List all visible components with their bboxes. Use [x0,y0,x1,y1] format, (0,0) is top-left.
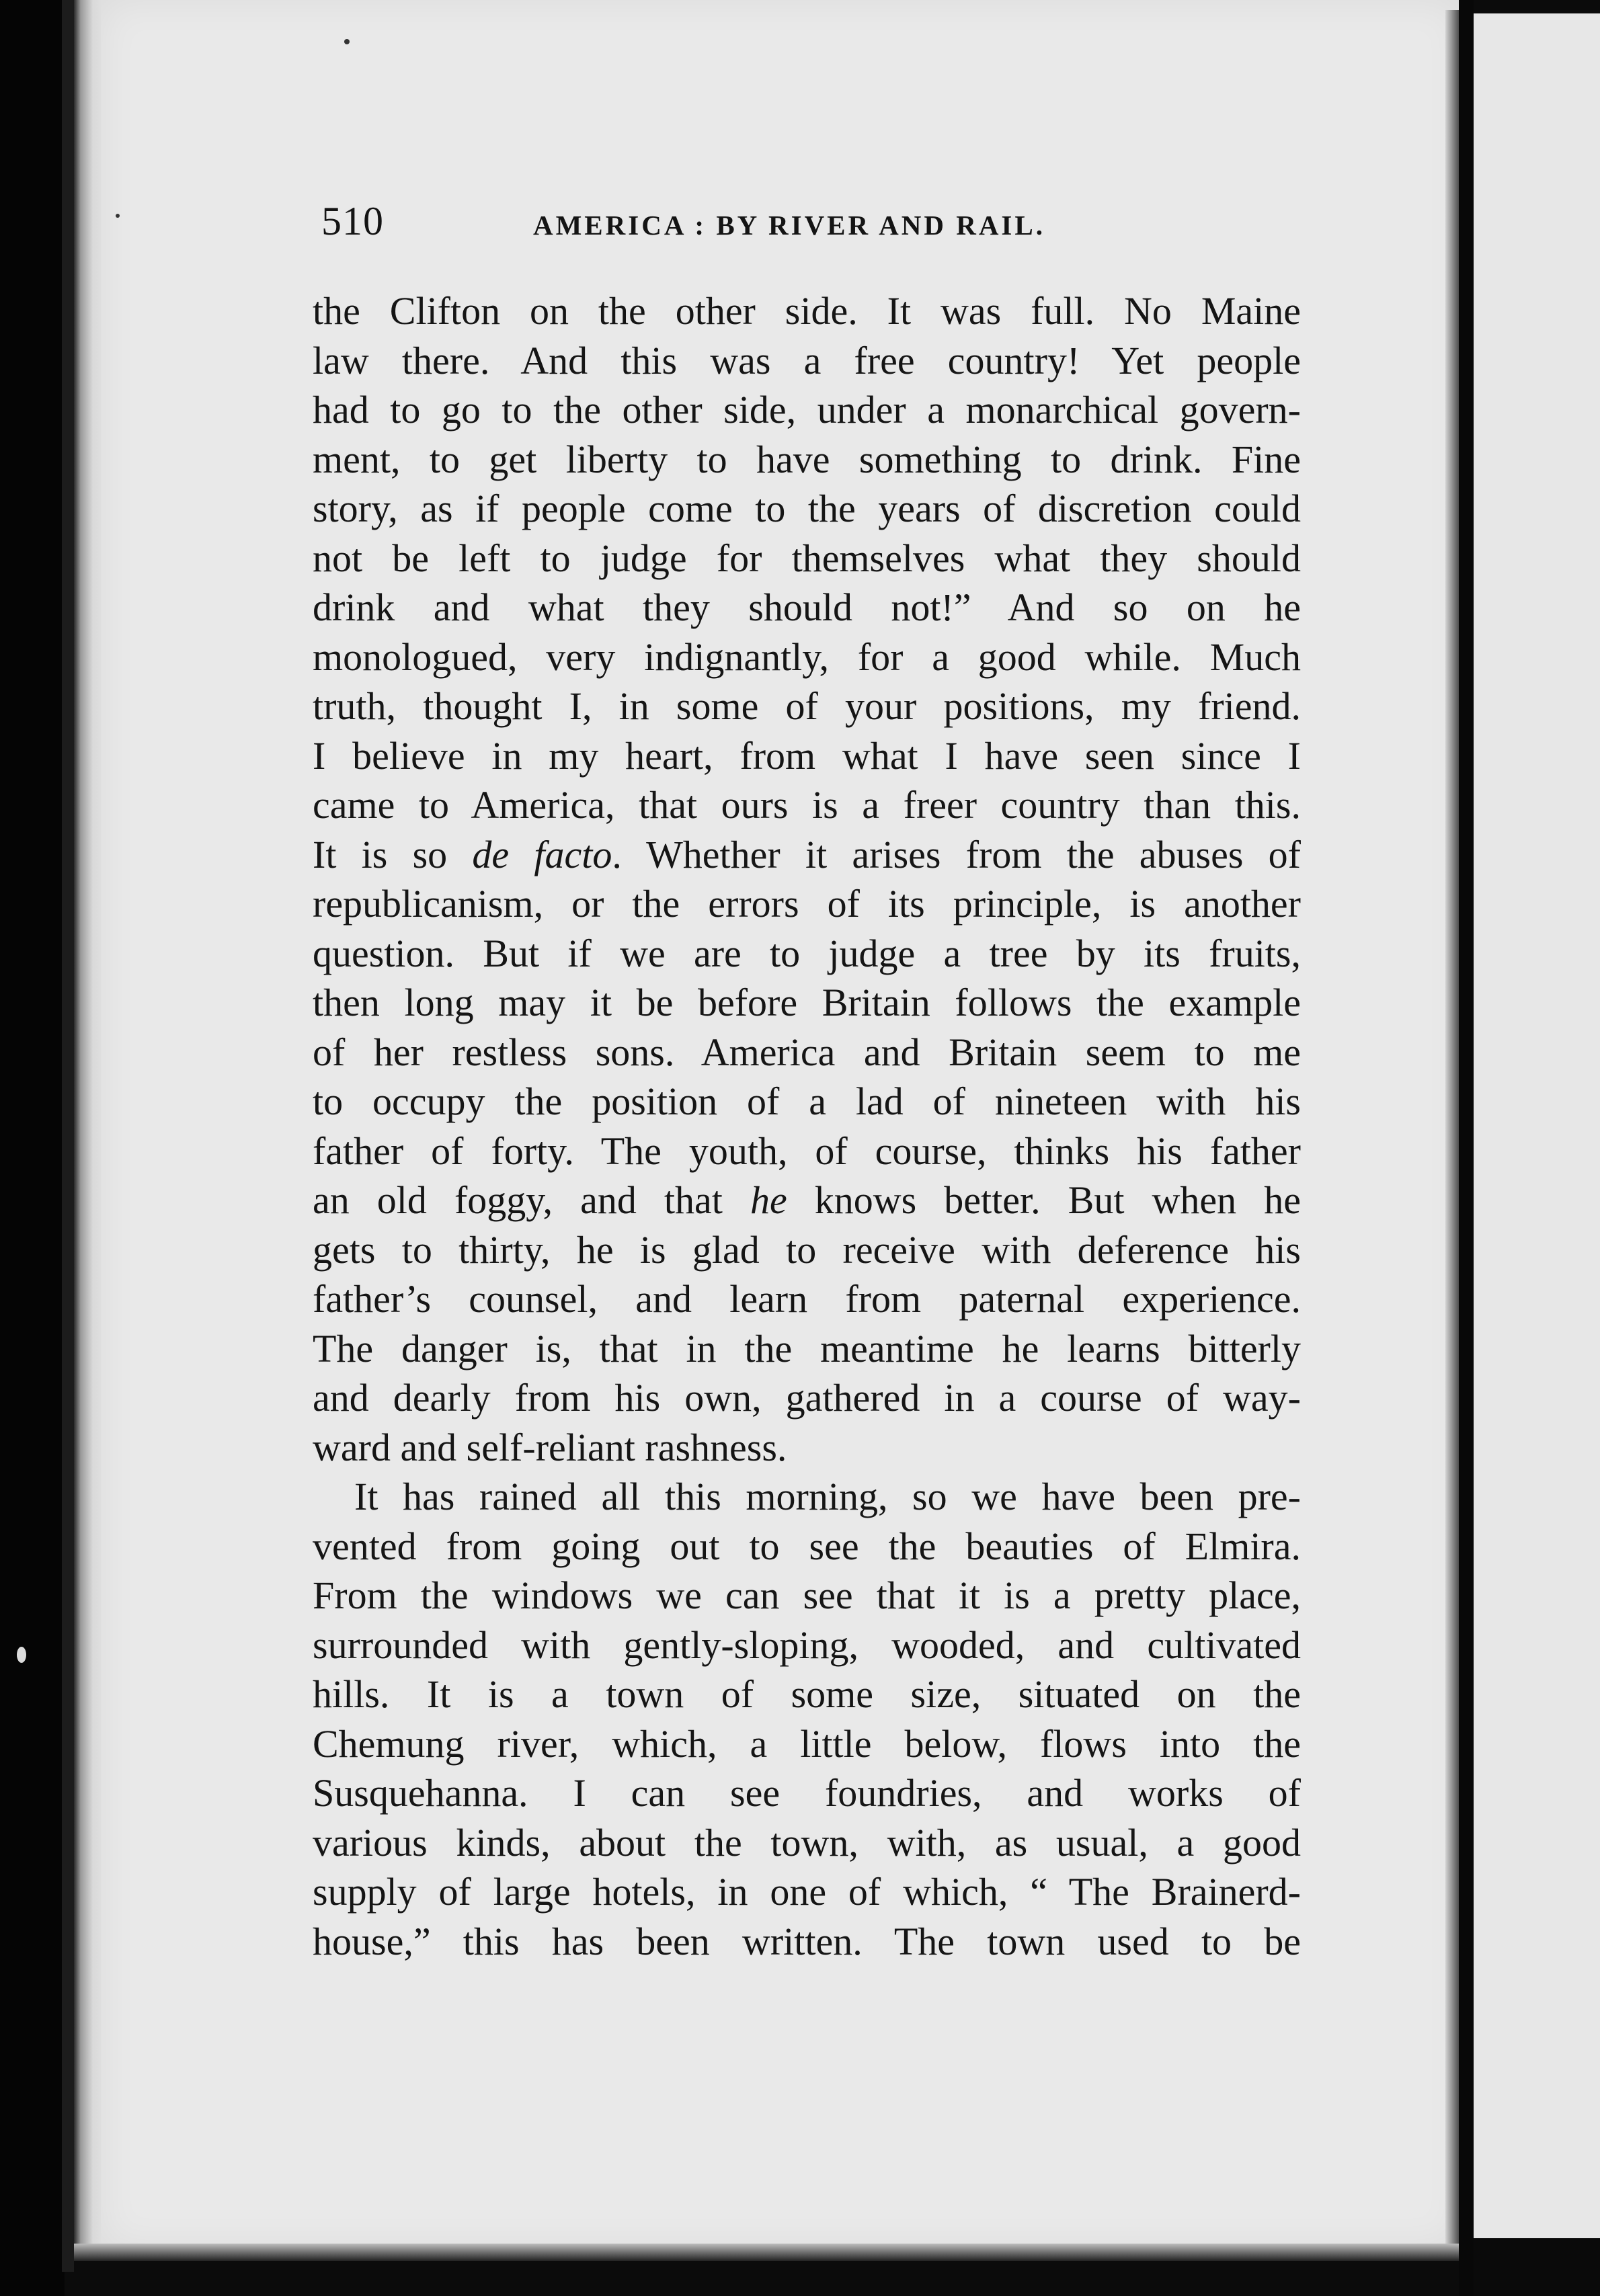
running-head [321,198,1303,252]
text-line: surrounded with gently-sloping, wooded, and cultivated [313,1623,1301,1667]
text-line: of her restless sons. America and Britain seem to me [313,1030,1301,1074]
text-line: story, as if people come to the years of discretion could [313,487,1301,530]
paragraph [313,286,1301,1472]
scan-speck [116,214,120,218]
text-line: law there. And this was a free country! Yet people [313,338,1301,382]
facing-page-strip [1474,13,1600,2238]
text-line: drink and what they should not!” And so on he [313,585,1301,629]
text-line: an old foggy, and that he knows better. But when he [313,1178,1301,1222]
text-line: From the windows we can see that it is a pretty place, [313,1573,1301,1617]
book-spine [62,0,74,2272]
text-line: vented from going out to see the beauties of Elmira. [313,1524,1301,1568]
text-line: not be left to judge for themselves what they should [313,536,1301,580]
text-line: monologued, very indignantly, for a good while. Much [313,634,1301,679]
text-line: The danger is, that in the meantime he learns bitterly [313,1326,1301,1370]
scan-speck [344,39,350,44]
paragraph [313,1472,1301,1966]
text-line: father’s counsel, and learn from paternal experience. [313,1277,1301,1321]
text-line: had to go to the other side, under a monarchical govern- [313,388,1301,432]
text-line: house,” this has been written. The town used to be [313,1919,1301,1963]
body-text [313,286,1301,1966]
text-line: It has rained all this morning, so we have been pre- [354,1475,1301,1518]
text-line: came to America, that ours is a freer country than this. [313,783,1301,827]
text-line: question. But if we are to judge a tree by its fruits, [313,931,1301,975]
facing-page-gap [1459,0,1474,2296]
text-line: Chemung river, which, a little below, flows into the [313,1721,1301,1766]
running-title: AMERICA : BY RIVER AND RAIL. [533,210,1045,241]
text-line: Susquehanna. I can see foundries, and works of [313,1771,1301,1815]
text-line: republicanism, or the errors of its principle, is another [313,882,1301,926]
text-line: various kinds, about the town, with, as usual, a good [313,1820,1301,1864]
text-line: truth, thought I, in some of your positions, my friend. [313,684,1301,728]
text-line: then long may it be before Britain follows the example [313,981,1301,1024]
text-line: and dearly from his own, gathered in a course of way- [313,1376,1301,1420]
text-line: It is so de facto. Whether it arises from the abuses of [313,832,1301,876]
text-line: ward and self-reliant rashness. [313,1425,787,1469]
text-line: the Clifton on the other side. It was full. No Maine [313,289,1301,333]
page-bottom-edge [74,2244,1466,2261]
text-line: to occupy the position of a lad of nineteen with his [313,1079,1301,1123]
text-line: I believe in my heart, from what I have seen since I [313,733,1301,778]
scan-speck [17,1647,26,1663]
facing-page-bottom [1474,2238,1600,2296]
scan-left-margin [0,0,65,2296]
text-line: ment, to get liberty to have something to drink. Fine [313,437,1301,481]
text-line: father of forty. The youth, of course, thinks his father [313,1129,1301,1173]
text-line: hills. It is a town of some size, situated on the [313,1672,1301,1716]
text-line: gets to thirty, he is glad to receive with deference his [313,1227,1301,1272]
text-line: supply of large hotels, in one of which, “ The Brainerd- [313,1870,1301,1914]
page-number: 510 [321,199,384,243]
